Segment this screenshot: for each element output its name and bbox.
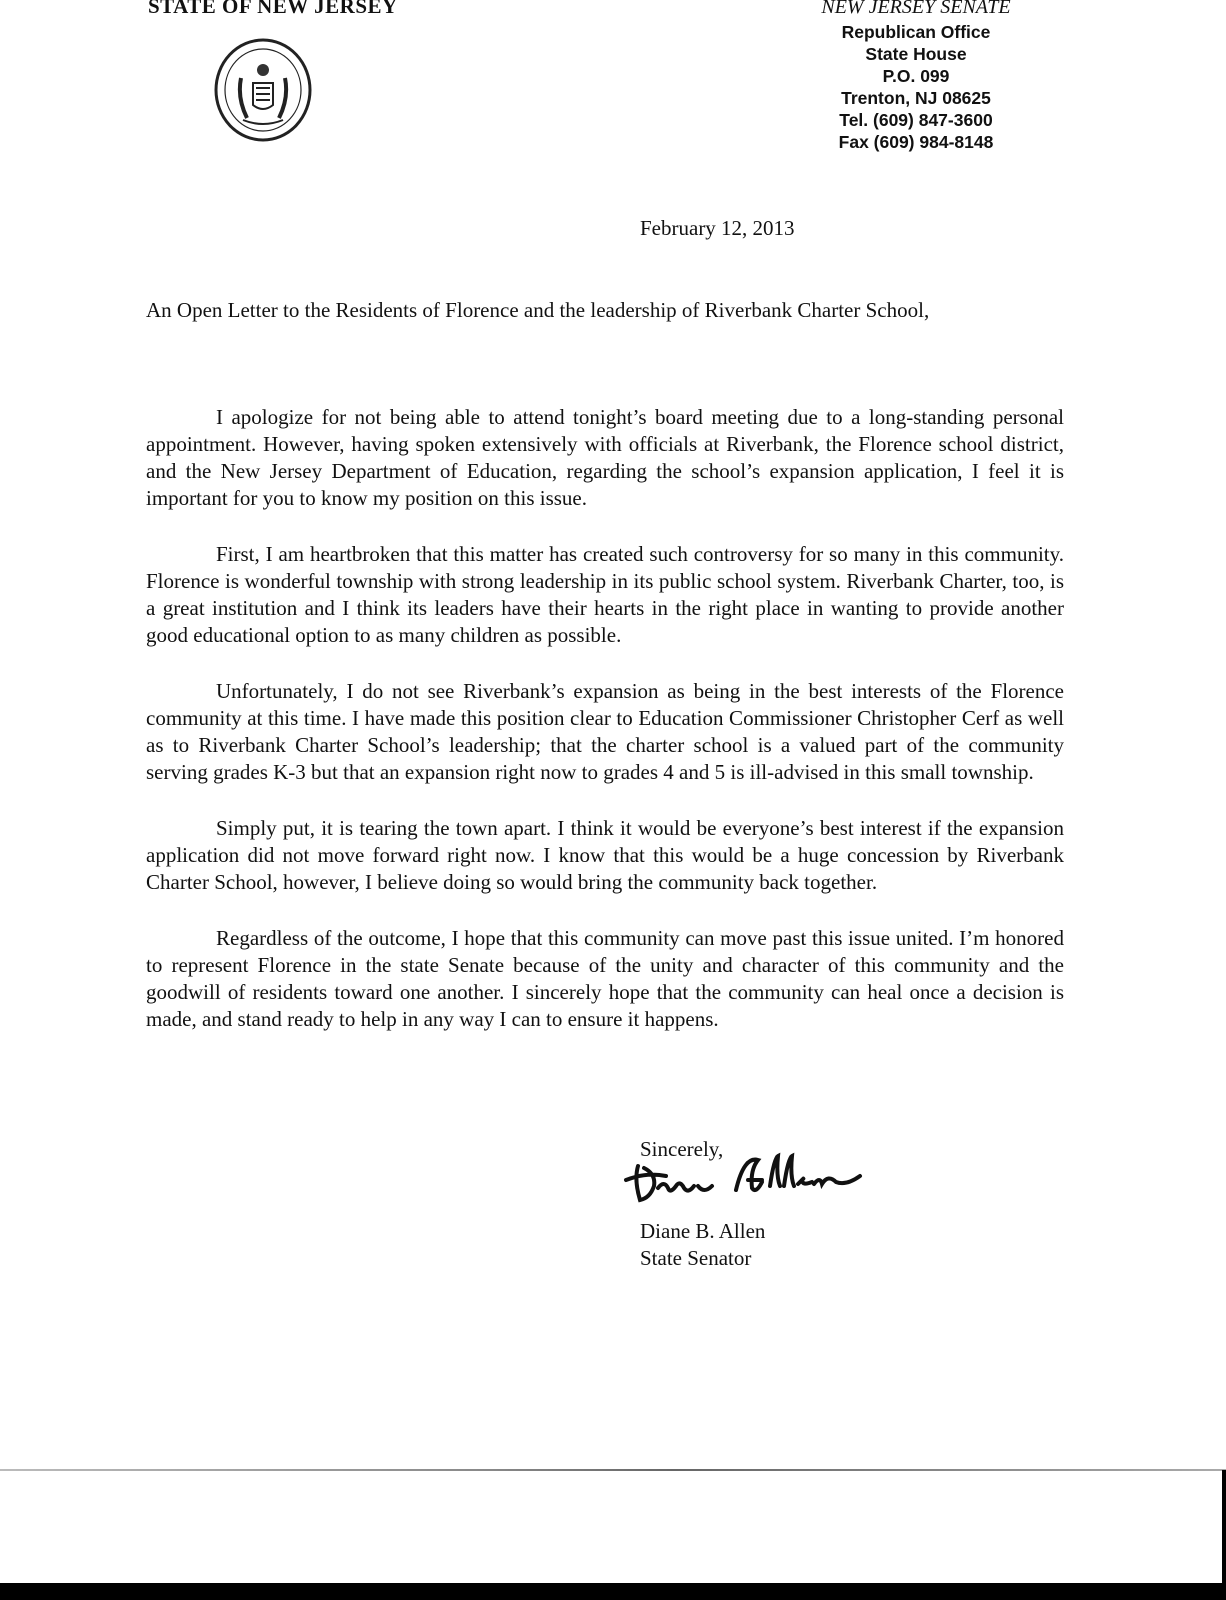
- body-paragraph: Regardless of the outcome, I hope that this community can move past this issue united. I’m honored to represent Florence in the state Senate because of the unity and character of this community and the goodwill of residents toward one another. I sincerely hope that the community can heal once a decision is made, and stand ready to help in any way I can to ensure it happens.: [146, 926, 1064, 1031]
- handwritten-signature: [618, 1150, 878, 1210]
- senate-title: NEW JERSEY SENATE: [821, 0, 1011, 18]
- office-phone: Tel. (609) 847-3600: [839, 110, 993, 130]
- letterhead-state-title: STATE OF NEW JERSEY: [148, 0, 398, 18]
- state-seal-logo: [213, 38, 313, 142]
- letter-body: [146, 404, 1064, 1062]
- office-address-line: Republican Office: [841, 22, 991, 42]
- body-paragraph: First, I am heartbroken that this matter has created such controversy for so many in this community. Florence is wonderful township with strong leadership in its public school system. Riverbank Charter, too, is a great institution and I think its leaders have their hearts in the right place in wanting to provide another good educational option to as many children as possible.: [146, 542, 1064, 647]
- signer-name: Diane B. Allen: [640, 1219, 766, 1243]
- closing: Sincerely,: [640, 1137, 724, 1161]
- signer-title: State Senator: [640, 1246, 752, 1270]
- scan-edge-bottom: [0, 1583, 1226, 1600]
- office-fax: Fax (609) 984-8148: [838, 132, 994, 152]
- salutation: An Open Letter to the Residents of Florence and the leadership of Riverbank Charter School,: [146, 298, 930, 322]
- scan-edge-right: [1222, 1470, 1226, 1600]
- signature-block: [640, 1218, 765, 1272]
- body-paragraph: Simply put, it is tearing the town apart. I think it would be everyone’s best interest if the expansion application did not move forward right now. I know that this would be a huge concession by Riverbank Charter School, however, I believe doing so would bring the community back together.: [146, 816, 1064, 894]
- office-address-line: State House: [865, 44, 967, 64]
- office-address-line: Trenton, NJ 08625: [841, 88, 991, 108]
- body-paragraph: I apologize for not being able to attend tonight’s board meeting due to a long-standing personal appointment. However, having spoken extensively with officials at Riverbank, the Florence school district, and the New Jersey Department of Education, regarding the school’s expansion application, I feel it is important for you to know my position on this issue.: [146, 405, 1064, 510]
- office-address-line: P.O. 099: [882, 66, 950, 86]
- scan-fold-line: [0, 1469, 1226, 1471]
- body-paragraph: Unfortunately, I do not see Riverbank’s expansion as being in the best interests of the Florence community at this time. I have made this position clear to Education Commissioner Christopher Cerf as well as to Riverbank Charter School’s leadership; that the charter school is a valued part of the community serving grades K-3 but that an expansion right now to grades 4 and 5 is ill-advised in this small township.: [146, 679, 1064, 784]
- letter-date: February 12, 2013: [640, 216, 795, 240]
- letterhead-senate-block: [810, 0, 1022, 153]
